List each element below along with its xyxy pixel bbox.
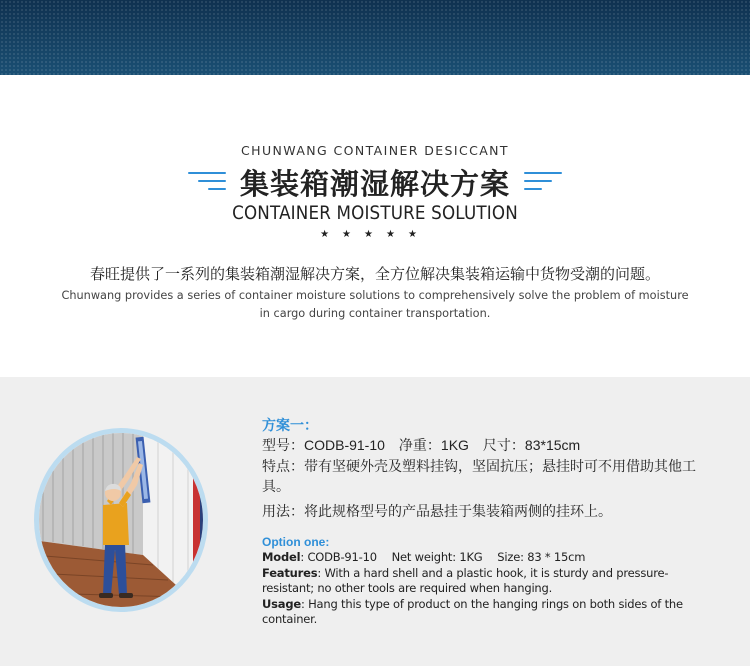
title-row [0, 165, 750, 199]
features-text: : With a hard shell and a plastic hook, it is sturdy and pressure-resistant; no other tools are required when hanging. [262, 565, 669, 595]
usage-label: Usage [262, 596, 301, 611]
page-title-cn: 集装箱潮湿解决方案 [239, 166, 510, 201]
usage-cn: 用法：将此规格型号的产品悬挂于集装箱两侧的挂环上。 [262, 502, 612, 519]
option-title-cn: 方案一： [262, 417, 318, 433]
model-en [262, 550, 702, 566]
header-section [0, 75, 750, 377]
top-banner [0, 0, 750, 75]
subtitle-en: CHUNWANG CONTAINER DESICCANT [241, 143, 509, 158]
stars-decoration-icon: ★★★★★ [320, 229, 430, 240]
left-lines-decoration-icon [184, 169, 226, 195]
intro-text-cn: 春旺提供了一系列的集装箱潮湿解决方案，全方位解决集装箱运输中货物受潮的问题。 [89, 266, 660, 283]
intro-text-en: Chunwang provides a series of container moisture solutions to comprehensively solve the problem of moisture in cargo during container transportation. [61, 289, 689, 320]
page-title-en: CONTAINER MOISTURE SOLUTION [232, 202, 518, 224]
option-one-details [262, 415, 702, 628]
usage-en [262, 597, 702, 628]
usage-text: : Hang this type of product on the hanging rings on both sides of the container. [262, 596, 683, 626]
model-text: : CODB-91-10 Net weight: 1KG Size: 83 * 15cm [300, 550, 586, 564]
model-label: Model [262, 550, 301, 564]
features-en [262, 566, 702, 597]
right-lines-decoration-icon [524, 169, 566, 195]
features-label: Features [262, 565, 318, 580]
worker-hanging-desiccant-illustration-icon [33, 425, 209, 615]
model-cn: 型号：CODB-91-10 净重：1KG 尺寸：83*15cm [262, 437, 581, 453]
option-title-en: Option one: [262, 535, 330, 549]
features-cn: 特点：带有坚硬外壳及塑料挂钩，坚固抗压；悬挂时可不用借助其他工具。 [262, 457, 696, 494]
option-section [0, 377, 750, 666]
